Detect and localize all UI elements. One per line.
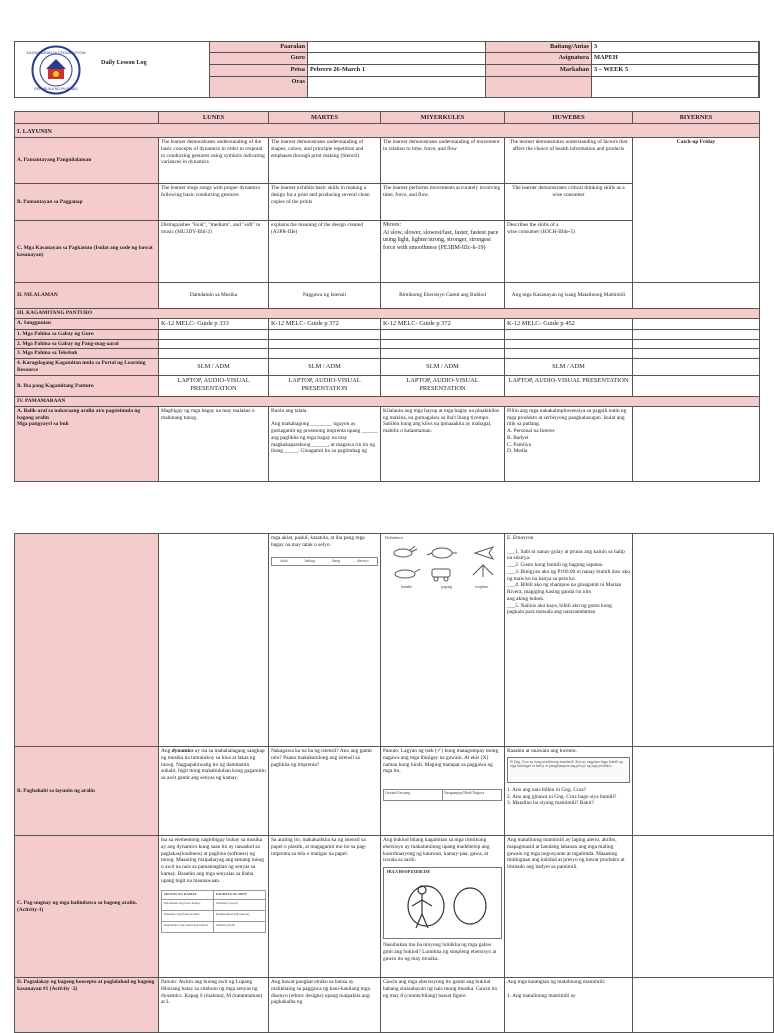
nilalaman-huwebes: Ang mga Kasanayan ng isang Matalinong Mamimili bbox=[505, 283, 633, 309]
value-paaralan bbox=[308, 42, 486, 53]
story-box: Si Gng. Cruz ay isang matalinong mamimili. Siya ay nagplano bago bumili ng mga kailangan sa bahay at pinagkumpara ang presyo ng mga produkto. bbox=[507, 757, 630, 783]
nilalaman-martes: Paggawa ng Istensil bbox=[269, 283, 381, 309]
image-label: eroplano bbox=[475, 585, 489, 589]
pag-uugnay-martes: Sa araling ito, makakalikha ka ng istensil sa papel o plastik, at magagamit mo ito sa pag-imprenta sa tela o matigas na papel. bbox=[269, 836, 381, 978]
slm-martes: SLM / ADM bbox=[269, 359, 381, 376]
pamantayang-huwebes: The learner demonstrates understanding of factors that affect the choice of health information and products bbox=[505, 138, 633, 184]
catch-up-friday: Catch-up Friday bbox=[633, 138, 760, 283]
day-martes: MARTES bbox=[269, 112, 381, 124]
row-label-gabay-mag-aaral: 2. Mga Pahina sa Gabay ng Pang-mag-aaral bbox=[15, 339, 159, 349]
day-lunes: LUNES bbox=[159, 112, 269, 124]
hand-table-cell: Mahina (Soft) bbox=[214, 922, 266, 933]
hula-hoop-icon bbox=[392, 876, 492, 938]
image-label: kuneho bbox=[401, 585, 413, 589]
label-guro: Guro bbox=[210, 53, 308, 65]
kasanayan-martes: explains the meaning of the design created (A3PR-IIIe) bbox=[269, 221, 381, 283]
pag-uugnay-miyerkules-after: Nasubukan mo ba ninyong lumikha ng mga galaw gmit ang buklod? Lumikha ng simpleng ehersisyo at gawin ito ng may musika. bbox=[383, 942, 497, 962]
svg-text:REPUBLIKA NG PILIPINAS: REPUBLIKA NG PILIPINAS bbox=[34, 87, 78, 91]
kasanayan-lunes: Distinguishes "loud", "medium", and "soft" in music (MU3DY-IIId-2) bbox=[159, 221, 269, 283]
paghahabi-lunes bbox=[159, 747, 269, 836]
huwebes-continuation: E. Emosyon ___1. Sabi ni nanay gulay at prutas ang kainin sa halip na sitsirya. ___2. Gusto kong bumili ng bagong sapatos. ___3. Binigyan ako ng P100.00 ni nanay bumili daw ako ng mais ko na kanya sa pera ko. ___4. Bibili ako ng shampoo na ginagamit ni Marian Rivera, magiging kasing ganda rin nito ang aking buhok. ___5. Naiinis ako kaya, bibili ako ng gusto kong pagkain para mawala ang nararamdaman bbox=[505, 534, 633, 747]
pamantayang-miyerkules: The learner demonstrates understanding of movement in relation to time, force, and flow bbox=[381, 138, 505, 184]
label-paaralan: Paaralan bbox=[210, 42, 308, 53]
lesson-table-page1 bbox=[14, 111, 760, 482]
value-petsa: Pebrero 26-March 1 bbox=[308, 65, 486, 77]
svg-text:KAGAWARAN NG EDUKASYON: KAGAWARAN NG EDUKASYON bbox=[26, 50, 86, 55]
word-bank-item: ibang bbox=[331, 558, 341, 563]
martes-continuation: mga aklat, paskil, karatula, at iba pang mga bagay na may tatak o selyo. bbox=[271, 535, 365, 548]
word-bank-item: limbag bbox=[304, 558, 315, 563]
image-label: pagong bbox=[441, 585, 453, 589]
pagganap-martes: The learner exhibits basic skills in making a design for a print and producing several clean copies of the prints bbox=[269, 184, 381, 221]
pamantayang-martes: The learner demonstrates understanding of shapes, colors, and principle repetition and emphases through print making (Stencil) bbox=[269, 138, 381, 184]
label-baitang: Baitang/Antas bbox=[486, 42, 592, 53]
row-label-teksbuk: 3. Mga Pahina sa Teksbuk bbox=[15, 349, 159, 359]
balik-miyerkules: Kilalanin ang mga hayop at mga bagay na pinakikilos ng makina, na gumagalaw sa iba't ibang tiyempo. Sabihin kung ang kilos na ipinaaakita ay mabagal, mabilis o katamtaman. bbox=[381, 406, 505, 481]
section-kagamitan: III. KAGAMITANG PANTURO bbox=[15, 309, 760, 319]
paghahabi-miyerkules: Panuto: Lagyan ng tsek (✓) kung matagumpay mong nagawa ang mga ibinigay na gawain. At ekis (X) naman kung hindi. Maging matapat sa paggawa ng mga ito. bbox=[383, 748, 499, 775]
kasanayan-huwebes: Describes the skills of a wise consumer (H3CH-IIIde-5) bbox=[505, 221, 633, 283]
balik-lunes: Magbigay ng mga bagay na may malakas o mahinang tunog. bbox=[159, 406, 269, 481]
pagtalakay-martes: Ang bawat pangkat etniko sa bansa ay malikhaing sa paggawa ng kani-kanilang mga disenyo (ethnic designs) upang maipakita ang pagkakaiba ng bbox=[269, 978, 381, 1033]
pag-uugnay-miyerkules: Ang buklod bilang kagamitan sa mga ritmikong ehersisyo ay makatutulong upang madebelop ang koordinasyong ng katawan, kamay-paa, gawa, at iswala sa sarili. bbox=[383, 837, 490, 864]
value-baitang: 3 bbox=[592, 42, 760, 53]
section-layunin: I. LAYUNIN bbox=[15, 124, 760, 138]
paghahabi-martes: Nakagawa ka na ba ng istensil? Ano ang gamit nito? Paano makakatulong ang istensil sa paglikha ng imprenta? bbox=[269, 747, 381, 836]
lesson-table-page2 bbox=[14, 533, 774, 1033]
slm-lunes: SLM / ADM bbox=[159, 359, 269, 376]
balik-huwebes: Piliin ang mga nakakaimpluwensiya sa pagpili natin ng mga produkto at serbisyong pangkalusugan. Isulat ang titik sa patlang. A. Personal na Interes B. Badyet C. Pamilya D. Media bbox=[505, 406, 633, 481]
label-markahan: Markahan bbox=[486, 65, 592, 77]
deped-seal-icon bbox=[26, 45, 86, 95]
pagtalakay-miyerkules: Gawin ang mga ehersisyong ito gamit ang buklod habang sinasabayan ng nais mong musika. Gawin ito ng may 8 (counts/bilang) bawat figure. bbox=[381, 978, 505, 1033]
value-markahan: 3 – WEEK 5 bbox=[592, 65, 760, 77]
word-bank-item: tatak bbox=[280, 558, 288, 563]
paghahabi-huwebes-questions: 1. Ano ang nais bilhin ni Gng. Cruz? 2. Ano ang ginawa ni Gng. Cruz bago siya bumili? 3. Matalino ba siyang mamimili? Bakit? bbox=[507, 786, 617, 807]
paghahabi-lunes-text: ay isa sa mahahalagang sangkap ng musika na tumutukoy sa hina at lakas ng tunog. Nagpapahiwatig ito ng damdamin subalit, higit itong makabuluhan kung gagamitin sa awit gamit ang senyas ng kamay. bbox=[161, 748, 266, 781]
iba-huwebes: LAPTOP, AUDIO-VISUAL PRESENTATION bbox=[505, 376, 633, 397]
nilalaman-miyerkules: Rimikomg Ehersisyo Gamit ang Buklod bbox=[381, 283, 505, 309]
animals-image bbox=[383, 535, 502, 593]
label-asignatura: Asignatura bbox=[486, 53, 592, 65]
row-label-portal: 4. Karagdagang Kagamitan mula sa Portal ng Learning Resource bbox=[15, 359, 159, 376]
pag-uugnay-huwebes: Ang matalinong mamimili ay laging alerto, aktibo, mapagmasid at handang labanan ang mga maling gawain ng mga negosyante at tagalimda. Maaasing tinitingnan ang kalidad at presyo ng bawat produkto at limitado ang badyet sa pamimili. bbox=[505, 836, 633, 978]
paghahabi-huwebes-intro: Basahin at unawain ang kwento. bbox=[507, 748, 577, 754]
pag-uugnay-lunes: Isa sa elementong nagbibigay buhay sa musika ay ang dynamics kung saan ito ay nasaakol sa paglakas(loudness) at paghina (softness) ng tunog. Maaaring maipahayag ang tamang tunog o awit na nais sa pamamagitan ng senyas sa kamay. Basahin ang mga senyalas sa ibaba upang higit na maunawaan. bbox=[161, 837, 264, 884]
row-label-pagganap: B. Pamantayan sa Pagganap bbox=[15, 184, 159, 221]
kasanayan-miyerkules: Moves: At slow, slower, slowest/fast, faster, fastest pace using light, lighter/strong, stronger, strongest force with smoothness (PE3BM-IIIc-h-19) bbox=[381, 221, 505, 283]
dynamics-term: dynamics bbox=[171, 748, 194, 754]
checklist-header: Natagumpay/Hindi Nagawa bbox=[444, 791, 485, 795]
hand-signs-table bbox=[161, 890, 266, 933]
row-label-iba: B. Iba pang Kagamitang Panturo bbox=[15, 376, 159, 397]
pagtalakay-lunes: Panuto: Awitin ang buong awit ng Lupang Hinirang batay sa simbolo ng mga senyas ng dynamics. Kapag S (mahina), M (katamtaman) at L bbox=[159, 978, 269, 1033]
pagganap-miyerkules: The learner performs movements accurately involving time, force, and flow. bbox=[381, 184, 505, 221]
word-bank bbox=[271, 557, 378, 566]
iba-martes: LAPTOP, AUDIO-VISUAL PRESENTATION bbox=[269, 376, 381, 397]
row-label-pagtalakay: D. Pagtalakay ng bagong konsepto at paglalahad ng bagong kasanayan #1 (Activity -2) bbox=[15, 978, 159, 1033]
pagganap-lunes: The learner sings songs with proper dynamics following basic conducting gestures bbox=[159, 184, 269, 221]
slm-miyerkules: SLM / ADM bbox=[381, 359, 505, 376]
image-caption: Halimbawa bbox=[385, 536, 403, 540]
row-label-kasanayan: C. Mga Kasanayan sa Pagkatuto (Isulat ang code ng bawat kasanayan) bbox=[15, 221, 159, 283]
word-bank-item: disenyo bbox=[356, 558, 369, 563]
log-title: Daily Lesson Log bbox=[101, 59, 147, 66]
hand-table-cell: PAGBASA NG DINY bbox=[214, 891, 266, 900]
pagtalakay-huwebes: Ang mga katangian ng matalinong mamimili: 1. Ang matalinong mamimili ay bbox=[505, 978, 633, 1033]
sanggunian-miyerkules: K-12 MELC- Guide p 372 bbox=[381, 318, 505, 329]
row-label-nilalaman: II. NILALAMAN bbox=[15, 283, 159, 309]
sanggunian-martes: K-12 MELC- Guide p 372 bbox=[269, 318, 381, 329]
row-label-paghahabi: B. Paghahabi sa layunin ng aralin bbox=[15, 747, 159, 836]
moving-things-icon bbox=[387, 541, 499, 585]
pagganap-huwebes: The learner demonstrates critical thinking skills as a wise consumer bbox=[505, 184, 633, 221]
row-label-gabay-guro: 1. Mga Pahina sa Gabay ng Guro bbox=[15, 329, 159, 339]
nilalaman-lunes: Damdamin sa Musika bbox=[159, 283, 269, 309]
sanggunian-lunes: K-12 MELC- Guide p 333 bbox=[159, 318, 269, 329]
iba-lunes: LAPTOP, AUDIO-VISUAL PRESENTATION bbox=[159, 376, 269, 397]
label-oras: Oras bbox=[210, 77, 308, 98]
iba-miyerkules: LAPTOP, AUDIO-VISUAL PRESENTATION bbox=[381, 376, 505, 397]
label-petsa: Petsa bbox=[210, 65, 308, 77]
hand-table-cell: Pagbababa ang dalawang kamay bbox=[162, 922, 214, 933]
hand-table-cell: Paladanan ang itaas kamay bbox=[162, 900, 214, 911]
value-asignatura: MAPEH bbox=[592, 53, 760, 65]
hand-table-cell: SENYAS NG KAMAY bbox=[162, 891, 214, 900]
section-pamamaraan: IV. PAMAMARAAN bbox=[15, 397, 760, 407]
hand-table-cell: Katamtaman (Moderate) bbox=[214, 911, 266, 922]
row-label-pag-uugnay: C. Pag-uugnay ng mga halimbawa sa bagong aralin. (Activity-1) bbox=[15, 836, 159, 978]
row-label-balik-aral: A. Balik-aral sa nakaraang aralin at/o pagsisimula ng bagong aralin Mga pangyayri sa buh bbox=[15, 406, 159, 481]
header-info-table bbox=[209, 41, 760, 98]
day-huwebes: HUWEBES bbox=[505, 112, 633, 124]
hula-hoop-label: HULA HOOP EXERCISE bbox=[387, 870, 431, 874]
pamantayang-lunes: The learner demonstrates understanding of the basic concepts of dynamics in order to respond to conducting gestures using symbols indicating variances in dynamics bbox=[159, 138, 269, 184]
sanggunian-huwebes: K-12 MELC- Guide p 452 bbox=[505, 318, 633, 329]
value-guro bbox=[308, 53, 486, 65]
row-label-pamantayang: A. Pamantayang Pangnilalaman bbox=[15, 138, 159, 184]
hand-table-cell: Pagkuna ang Palad kamay bbox=[162, 911, 214, 922]
hula-hoop-image bbox=[383, 867, 502, 939]
checklist-table bbox=[383, 789, 502, 801]
day-biyernes: BIYERNES bbox=[633, 112, 760, 124]
day-miyerkules: MIYERKULES bbox=[381, 112, 505, 124]
hand-table-cell: Malakas (Loud) bbox=[214, 900, 266, 911]
checklist-header: Gawain/Gawaing bbox=[384, 790, 443, 800]
row-label-sanggunian: A. Sanggunian bbox=[15, 318, 159, 329]
slm-huwebes: SLM / ADM bbox=[505, 359, 633, 376]
paghahabi-lunes-lead: Ang bbox=[161, 748, 172, 754]
balik-martes: Buoin ang talata. Ang makabagong ________ ngayon ay gumagamit ng prosesong imprenta upang ______ ang paglikha ng mga bagay na may magkakaparehong ______, at magawa rin ito ng ibang _____. Ginagamit ito sa paglimbag ng bbox=[269, 406, 381, 481]
value-oras bbox=[308, 77, 486, 98]
